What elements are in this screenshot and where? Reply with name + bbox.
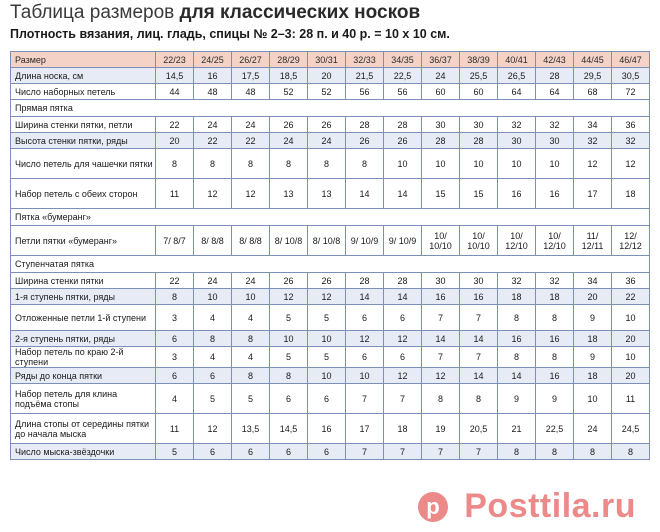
value-cell: 52 bbox=[308, 84, 346, 100]
value-cell: 8 bbox=[194, 149, 232, 179]
title-light: Таблица размеров bbox=[10, 2, 180, 23]
value-cell: 7 bbox=[460, 347, 498, 368]
value-cell: 26 bbox=[346, 133, 384, 149]
value-cell: 11 bbox=[156, 179, 194, 209]
size-table bbox=[10, 51, 650, 460]
value-cell: 56 bbox=[346, 84, 384, 100]
value-cell: 16 bbox=[194, 68, 232, 84]
value-cell: 48 bbox=[232, 84, 270, 100]
value-cell: 8/ 10/8 bbox=[308, 226, 346, 256]
value-cell: 29,5 bbox=[574, 68, 612, 84]
pin-logo-icon: p bbox=[418, 492, 448, 522]
size-header-cell: 40/41 bbox=[498, 52, 536, 68]
value-cell: 60 bbox=[422, 84, 460, 100]
size-header-cell: 42/43 bbox=[536, 52, 574, 68]
row-label: Ширина стенки пятки bbox=[11, 273, 156, 289]
table-row bbox=[11, 368, 650, 384]
row-label: Петли пятки «бумеранг» bbox=[11, 226, 156, 256]
value-cell: 12 bbox=[384, 331, 422, 347]
size-header-cell: 28/29 bbox=[270, 52, 308, 68]
value-cell: 12 bbox=[384, 368, 422, 384]
size-header-cell: 24/25 bbox=[194, 52, 232, 68]
value-cell: 7/ 8/7 bbox=[156, 226, 194, 256]
value-cell: 6 bbox=[308, 444, 346, 460]
row-label: Набор петель с обеих сторон bbox=[11, 179, 156, 209]
value-cell: 7 bbox=[346, 384, 384, 414]
size-header-cell: 26/27 bbox=[232, 52, 270, 68]
value-cell: 20 bbox=[612, 368, 650, 384]
table-row bbox=[11, 149, 650, 179]
value-cell: 36 bbox=[612, 117, 650, 133]
value-cell: 9/ 10/9 bbox=[346, 226, 384, 256]
value-cell: 30 bbox=[460, 117, 498, 133]
value-cell: 30,5 bbox=[612, 68, 650, 84]
value-cell: 7 bbox=[422, 305, 460, 331]
value-cell: 72 bbox=[612, 84, 650, 100]
value-cell: 7 bbox=[460, 444, 498, 460]
table-row bbox=[11, 68, 650, 84]
value-cell: 10/ 10/10 bbox=[460, 226, 498, 256]
table-row bbox=[11, 133, 650, 149]
table-row bbox=[11, 444, 650, 460]
value-cell: 8 bbox=[232, 368, 270, 384]
value-cell: 10 bbox=[574, 384, 612, 414]
section-title: Прямая пятка bbox=[11, 100, 650, 117]
value-cell: 8 bbox=[498, 305, 536, 331]
row-label: 2-я ступень пятки, ряды bbox=[11, 331, 156, 347]
value-cell: 14 bbox=[384, 179, 422, 209]
value-cell: 10 bbox=[308, 368, 346, 384]
value-cell: 18 bbox=[384, 414, 422, 444]
value-cell: 22 bbox=[612, 289, 650, 305]
value-cell: 20 bbox=[308, 68, 346, 84]
value-cell: 16 bbox=[498, 179, 536, 209]
value-cell: 4 bbox=[232, 305, 270, 331]
value-cell: 10 bbox=[384, 149, 422, 179]
value-cell: 14 bbox=[460, 331, 498, 347]
value-cell: 44 bbox=[156, 84, 194, 100]
value-cell: 6 bbox=[270, 384, 308, 414]
value-cell: 10 bbox=[498, 149, 536, 179]
value-cell: 17 bbox=[574, 179, 612, 209]
value-cell: 12 bbox=[308, 289, 346, 305]
value-cell: 8 bbox=[498, 444, 536, 460]
value-cell: 32 bbox=[498, 117, 536, 133]
value-cell: 6 bbox=[270, 444, 308, 460]
value-cell: 13 bbox=[270, 179, 308, 209]
value-cell: 18 bbox=[498, 289, 536, 305]
value-cell: 10 bbox=[194, 289, 232, 305]
row-label: Набор петель по краю 2-й ступени bbox=[11, 347, 156, 368]
value-cell: 24 bbox=[194, 117, 232, 133]
value-cell: 14 bbox=[384, 289, 422, 305]
value-cell: 8/ 8/8 bbox=[194, 226, 232, 256]
value-cell: 10 bbox=[346, 368, 384, 384]
value-cell: 8 bbox=[612, 444, 650, 460]
value-cell: 25,5 bbox=[460, 68, 498, 84]
value-cell: 7 bbox=[422, 347, 460, 368]
value-cell: 9 bbox=[574, 305, 612, 331]
row-label: Число петель для чашечки пятки bbox=[11, 149, 156, 179]
value-cell: 21 bbox=[498, 414, 536, 444]
value-cell: 16 bbox=[536, 179, 574, 209]
header bbox=[10, 2, 650, 42]
value-cell: 34 bbox=[574, 117, 612, 133]
value-cell: 4 bbox=[194, 305, 232, 331]
value-cell: 12 bbox=[612, 149, 650, 179]
value-cell: 28 bbox=[346, 273, 384, 289]
value-cell: 15 bbox=[460, 179, 498, 209]
value-cell: 10 bbox=[270, 331, 308, 347]
value-cell: 20 bbox=[156, 133, 194, 149]
value-cell: 6 bbox=[156, 368, 194, 384]
value-cell: 26 bbox=[270, 273, 308, 289]
value-cell: 24 bbox=[422, 68, 460, 84]
value-cell: 14,5 bbox=[156, 68, 194, 84]
value-cell: 5 bbox=[194, 384, 232, 414]
value-cell: 8 bbox=[536, 305, 574, 331]
value-cell: 9/ 10/9 bbox=[384, 226, 422, 256]
value-cell: 9 bbox=[574, 347, 612, 368]
value-cell: 7 bbox=[384, 384, 422, 414]
value-cell: 6 bbox=[156, 331, 194, 347]
value-cell: 26 bbox=[384, 133, 422, 149]
value-cell: 11 bbox=[612, 384, 650, 414]
value-cell: 8/ 8/8 bbox=[232, 226, 270, 256]
page-title bbox=[10, 2, 650, 24]
value-cell: 15 bbox=[422, 179, 460, 209]
value-cell: 20 bbox=[612, 331, 650, 347]
value-cell: 32 bbox=[612, 133, 650, 149]
value-cell: 13,5 bbox=[232, 414, 270, 444]
value-cell: 10 bbox=[308, 331, 346, 347]
value-cell: 32 bbox=[574, 133, 612, 149]
size-header-cell: 22/23 bbox=[156, 52, 194, 68]
size-header-cell: 38/39 bbox=[460, 52, 498, 68]
value-cell: 12 bbox=[194, 414, 232, 444]
value-cell: 4 bbox=[156, 384, 194, 414]
value-cell: 7 bbox=[422, 444, 460, 460]
value-cell: 26 bbox=[270, 117, 308, 133]
row-label: Длина носка, см bbox=[11, 68, 156, 84]
value-cell: 64 bbox=[536, 84, 574, 100]
value-cell: 22 bbox=[194, 133, 232, 149]
value-cell: 68 bbox=[574, 84, 612, 100]
value-cell: 12 bbox=[232, 179, 270, 209]
value-cell: 3 bbox=[156, 305, 194, 331]
value-cell: 30 bbox=[422, 117, 460, 133]
title-bold: для классических носков bbox=[179, 2, 421, 23]
table-row bbox=[11, 384, 650, 414]
value-cell: 28 bbox=[384, 117, 422, 133]
value-cell: 10/ 12/10 bbox=[498, 226, 536, 256]
value-cell: 12 bbox=[346, 331, 384, 347]
value-cell: 12/ 12/12 bbox=[612, 226, 650, 256]
value-cell: 16 bbox=[460, 289, 498, 305]
size-header-cell: 46/47 bbox=[612, 52, 650, 68]
table-row bbox=[11, 84, 650, 100]
value-cell: 28 bbox=[384, 273, 422, 289]
size-column-header: Размер bbox=[11, 52, 156, 68]
value-cell: 8 bbox=[498, 347, 536, 368]
value-cell: 12 bbox=[574, 149, 612, 179]
value-cell: 5 bbox=[270, 305, 308, 331]
value-cell: 3 bbox=[156, 347, 194, 368]
value-cell: 10/ 10/10 bbox=[422, 226, 460, 256]
table-row bbox=[11, 347, 650, 368]
value-cell: 17 bbox=[346, 414, 384, 444]
value-cell: 24 bbox=[194, 273, 232, 289]
value-cell: 8 bbox=[270, 149, 308, 179]
value-cell: 8 bbox=[232, 331, 270, 347]
value-cell: 8 bbox=[156, 149, 194, 179]
value-cell: 18 bbox=[574, 331, 612, 347]
value-cell: 17,5 bbox=[232, 68, 270, 84]
section-title: Пятка «бумеранг» bbox=[11, 209, 650, 226]
value-cell: 7 bbox=[460, 305, 498, 331]
value-cell: 24,5 bbox=[612, 414, 650, 444]
value-cell: 10 bbox=[612, 305, 650, 331]
value-cell: 30 bbox=[422, 273, 460, 289]
value-cell: 12 bbox=[194, 179, 232, 209]
value-cell: 56 bbox=[384, 84, 422, 100]
value-cell: 6 bbox=[346, 305, 384, 331]
value-cell: 24 bbox=[232, 117, 270, 133]
value-cell: 14 bbox=[346, 289, 384, 305]
table-row bbox=[11, 289, 650, 305]
value-cell: 28 bbox=[536, 68, 574, 84]
value-cell: 24 bbox=[232, 273, 270, 289]
value-cell: 4 bbox=[232, 347, 270, 368]
section-row bbox=[11, 256, 650, 273]
value-cell: 12 bbox=[422, 368, 460, 384]
value-cell: 5 bbox=[308, 305, 346, 331]
size-header-cell: 44/45 bbox=[574, 52, 612, 68]
value-cell: 8 bbox=[574, 444, 612, 460]
size-header-cell: 30/31 bbox=[308, 52, 346, 68]
value-cell: 10 bbox=[536, 149, 574, 179]
value-cell: 8 bbox=[308, 149, 346, 179]
value-cell: 5 bbox=[232, 384, 270, 414]
value-cell: 26 bbox=[308, 117, 346, 133]
value-cell: 7 bbox=[346, 444, 384, 460]
value-cell: 10 bbox=[422, 149, 460, 179]
value-cell: 28 bbox=[422, 133, 460, 149]
value-cell: 5 bbox=[308, 347, 346, 368]
value-cell: 6 bbox=[194, 444, 232, 460]
value-cell: 26,5 bbox=[498, 68, 536, 84]
value-cell: 5 bbox=[156, 444, 194, 460]
size-header-cell: 32/33 bbox=[346, 52, 384, 68]
row-label: Ширина стенки пятки, петли bbox=[11, 117, 156, 133]
row-label: Длина стопы от середины пятки до начала мыска bbox=[11, 414, 156, 444]
value-cell: 24 bbox=[270, 133, 308, 149]
value-cell: 36 bbox=[612, 273, 650, 289]
table-row bbox=[11, 226, 650, 256]
value-cell: 6 bbox=[384, 347, 422, 368]
value-cell: 16 bbox=[308, 414, 346, 444]
value-cell: 18 bbox=[574, 368, 612, 384]
row-label: 1-я ступень пятки, ряды bbox=[11, 289, 156, 305]
value-cell: 9 bbox=[498, 384, 536, 414]
value-cell: 6 bbox=[194, 368, 232, 384]
watermark: Posttila.ru bbox=[464, 487, 636, 525]
value-cell: 5 bbox=[270, 347, 308, 368]
value-cell: 8/ 10/8 bbox=[270, 226, 308, 256]
value-cell: 8 bbox=[536, 444, 574, 460]
value-cell: 13 bbox=[308, 179, 346, 209]
value-cell: 48 bbox=[194, 84, 232, 100]
value-cell: 21,5 bbox=[346, 68, 384, 84]
value-cell: 10/ 12/10 bbox=[536, 226, 574, 256]
table-row bbox=[11, 414, 650, 444]
value-cell: 6 bbox=[232, 444, 270, 460]
value-cell: 30 bbox=[460, 273, 498, 289]
value-cell: 22 bbox=[156, 273, 194, 289]
value-cell: 4 bbox=[194, 347, 232, 368]
value-cell: 7 bbox=[384, 444, 422, 460]
value-cell: 30 bbox=[536, 133, 574, 149]
value-cell: 24 bbox=[308, 133, 346, 149]
value-cell: 20 bbox=[574, 289, 612, 305]
value-cell: 14,5 bbox=[270, 414, 308, 444]
section-row bbox=[11, 100, 650, 117]
value-cell: 6 bbox=[308, 384, 346, 414]
value-cell: 22,5 bbox=[384, 68, 422, 84]
value-cell: 18 bbox=[536, 289, 574, 305]
value-cell: 14 bbox=[422, 331, 460, 347]
value-cell: 32 bbox=[536, 273, 574, 289]
table-header-row bbox=[11, 52, 650, 68]
value-cell: 12 bbox=[270, 289, 308, 305]
value-cell: 18 bbox=[612, 179, 650, 209]
value-cell: 24 bbox=[574, 414, 612, 444]
value-cell: 60 bbox=[460, 84, 498, 100]
size-header-cell: 36/37 bbox=[422, 52, 460, 68]
size-table-container bbox=[10, 51, 650, 529]
value-cell: 30 bbox=[498, 133, 536, 149]
value-cell: 26 bbox=[308, 273, 346, 289]
value-cell: 20,5 bbox=[460, 414, 498, 444]
value-cell: 16 bbox=[536, 368, 574, 384]
section-title: Ступенчатая пятка bbox=[11, 256, 650, 273]
row-label: Отложенные петли 1-й ступени bbox=[11, 305, 156, 331]
value-cell: 8 bbox=[232, 149, 270, 179]
value-cell: 8 bbox=[536, 347, 574, 368]
value-cell: 34 bbox=[574, 273, 612, 289]
value-cell: 6 bbox=[346, 347, 384, 368]
row-label: Ряды до конца пятки bbox=[11, 368, 156, 384]
value-cell: 6 bbox=[384, 305, 422, 331]
value-cell: 52 bbox=[270, 84, 308, 100]
table-row bbox=[11, 331, 650, 347]
row-label: Число мыска-звёздочки bbox=[11, 444, 156, 460]
value-cell: 11 bbox=[156, 414, 194, 444]
value-cell: 11/ 12/11 bbox=[574, 226, 612, 256]
value-cell: 9 bbox=[536, 384, 574, 414]
row-label: Число наборных петель bbox=[11, 84, 156, 100]
value-cell: 22,5 bbox=[536, 414, 574, 444]
value-cell: 10 bbox=[232, 289, 270, 305]
value-cell: 8 bbox=[270, 368, 308, 384]
table-row bbox=[11, 179, 650, 209]
table-row bbox=[11, 305, 650, 331]
value-cell: 14 bbox=[498, 368, 536, 384]
value-cell: 8 bbox=[194, 331, 232, 347]
row-label: Высота стенки пятки, ряды bbox=[11, 133, 156, 149]
value-cell: 8 bbox=[346, 149, 384, 179]
table-row bbox=[11, 117, 650, 133]
size-header-cell: 34/35 bbox=[384, 52, 422, 68]
value-cell: 10 bbox=[612, 347, 650, 368]
value-cell: 28 bbox=[346, 117, 384, 133]
value-cell: 14 bbox=[460, 368, 498, 384]
value-cell: 8 bbox=[460, 384, 498, 414]
value-cell: 28 bbox=[460, 133, 498, 149]
value-cell: 8 bbox=[422, 384, 460, 414]
value-cell: 16 bbox=[498, 331, 536, 347]
row-label: Набор петель для клина подъёма стопы bbox=[11, 384, 156, 414]
value-cell: 19 bbox=[422, 414, 460, 444]
section-row bbox=[11, 209, 650, 226]
value-cell: 18,5 bbox=[270, 68, 308, 84]
value-cell: 22 bbox=[156, 117, 194, 133]
value-cell: 14 bbox=[346, 179, 384, 209]
value-cell: 64 bbox=[498, 84, 536, 100]
value-cell: 10 bbox=[460, 149, 498, 179]
value-cell: 32 bbox=[498, 273, 536, 289]
value-cell: 16 bbox=[422, 289, 460, 305]
page-subtitle: Плотность вязания, лиц. гладь, спицы № 2–3: 28 п. и 40 р. = 10 х 10 см. bbox=[10, 27, 450, 41]
value-cell: 16 bbox=[536, 331, 574, 347]
value-cell: 32 bbox=[536, 117, 574, 133]
table-row bbox=[11, 273, 650, 289]
value-cell: 22 bbox=[232, 133, 270, 149]
value-cell: 8 bbox=[156, 289, 194, 305]
